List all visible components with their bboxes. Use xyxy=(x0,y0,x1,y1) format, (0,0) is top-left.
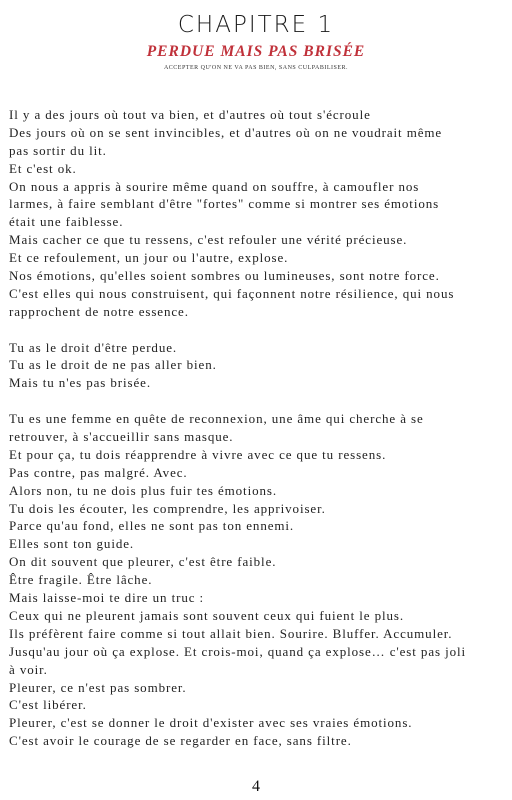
text-line: Ils préfèrent faire comme si tout allait bien. Sourire. Bluffer. Accumuler. xyxy=(9,625,453,641)
text-line: C'est elles qui nous construisent, qui façonnent notre résilience, qui nous xyxy=(9,285,455,301)
text-line: Mais tu n'es pas brisée. xyxy=(9,375,152,391)
text-line: Être fragile. Être lâche. xyxy=(9,572,153,588)
paragraph-break xyxy=(9,321,505,339)
text-line: Et ce refoulement, un jour ou l'autre, explose. xyxy=(9,250,289,266)
text-line: Mais cacher ce que tu ressens, c'est refouler une vérité précieuse. xyxy=(9,232,408,248)
chapter-title: CHAPITRE 1 xyxy=(177,12,335,38)
text-line: Des jours où on se sent invincibles, et d'autres où on ne voudrait même xyxy=(9,124,443,140)
page-number: 4 xyxy=(252,778,260,795)
text-line: Mais laisse-moi te dire un truc : xyxy=(9,590,205,606)
chapter-tagline: ACCEPTER QU'ON NE VA PAS BIEN, SANS CULPABILISER. xyxy=(163,65,349,71)
text-line: Alors non, tu ne dois plus fuir tes émotions. xyxy=(9,482,277,498)
text-line: Pleurer, c'est se donner le droit d'exister avec ses vraies émotions. xyxy=(9,715,413,731)
text-line: à voir. xyxy=(9,661,48,677)
text-line: Il y a des jours où tout va bien, et d'autres où tout s'écroule xyxy=(9,107,371,122)
text-line: pas sortir du lit. xyxy=(9,142,107,158)
text-line: était une faiblesse. xyxy=(9,214,124,230)
text-line: Tu as le droit de ne pas aller bien. xyxy=(9,357,217,373)
text-line: Ceux qui ne pleurent jamais sont souvent ceux qui fuient le plus. xyxy=(9,607,404,623)
text-line: On dit souvent que pleurer, c'est être faible. xyxy=(9,554,277,570)
text-line: Nos émotions, qu'elles soient sombres ou lumineuses, sont notre force. xyxy=(9,268,440,284)
text-line: On nous a appris à sourire même quand on souffre, à camoufler nos xyxy=(9,178,420,194)
text-line: retrouver, à s'accueillir sans masque. xyxy=(9,429,234,445)
text-line: Pas contre, pas malgré. Avec. xyxy=(9,464,188,480)
text-line: Parce qu'au fond, elles ne sont pas ton ennemi. xyxy=(9,518,295,534)
text-line: Tu es une femme en quête de reconnexion, une âme qui cherche à se xyxy=(9,411,424,427)
chapter-subtitle: PERDUE MAIS PAS BRISÉE xyxy=(146,43,366,60)
body-text xyxy=(9,106,505,750)
text-line: rapprochent de notre essence. xyxy=(9,303,189,319)
text-line: Pleurer, ce n'est pas sombrer. xyxy=(9,679,187,695)
paragraph-break xyxy=(9,392,505,410)
text-line: Elles sont ton guide. xyxy=(9,536,135,552)
text-line: Tu as le droit d'être perdue. xyxy=(9,339,178,355)
text-line: C'est avoir le courage de se regarder en face, sans filtre. xyxy=(9,733,352,749)
text-line: Et c'est ok. xyxy=(9,160,77,176)
text-line: C'est libérer. xyxy=(9,697,87,713)
text-line: Tu dois les écouter, les comprendre, les apprivoiser. xyxy=(9,500,326,516)
text-line: Jusqu'au jour où ça explose. Et crois-moi, quand ça explose… c'est pas joli xyxy=(9,643,467,659)
text-line: larmes, à faire semblant d'être "fortes" comme si montrer ses émotions xyxy=(9,196,440,212)
text-line: Et pour ça, tu dois réapprendre à vivre avec ce que tu ressens. xyxy=(9,446,387,462)
